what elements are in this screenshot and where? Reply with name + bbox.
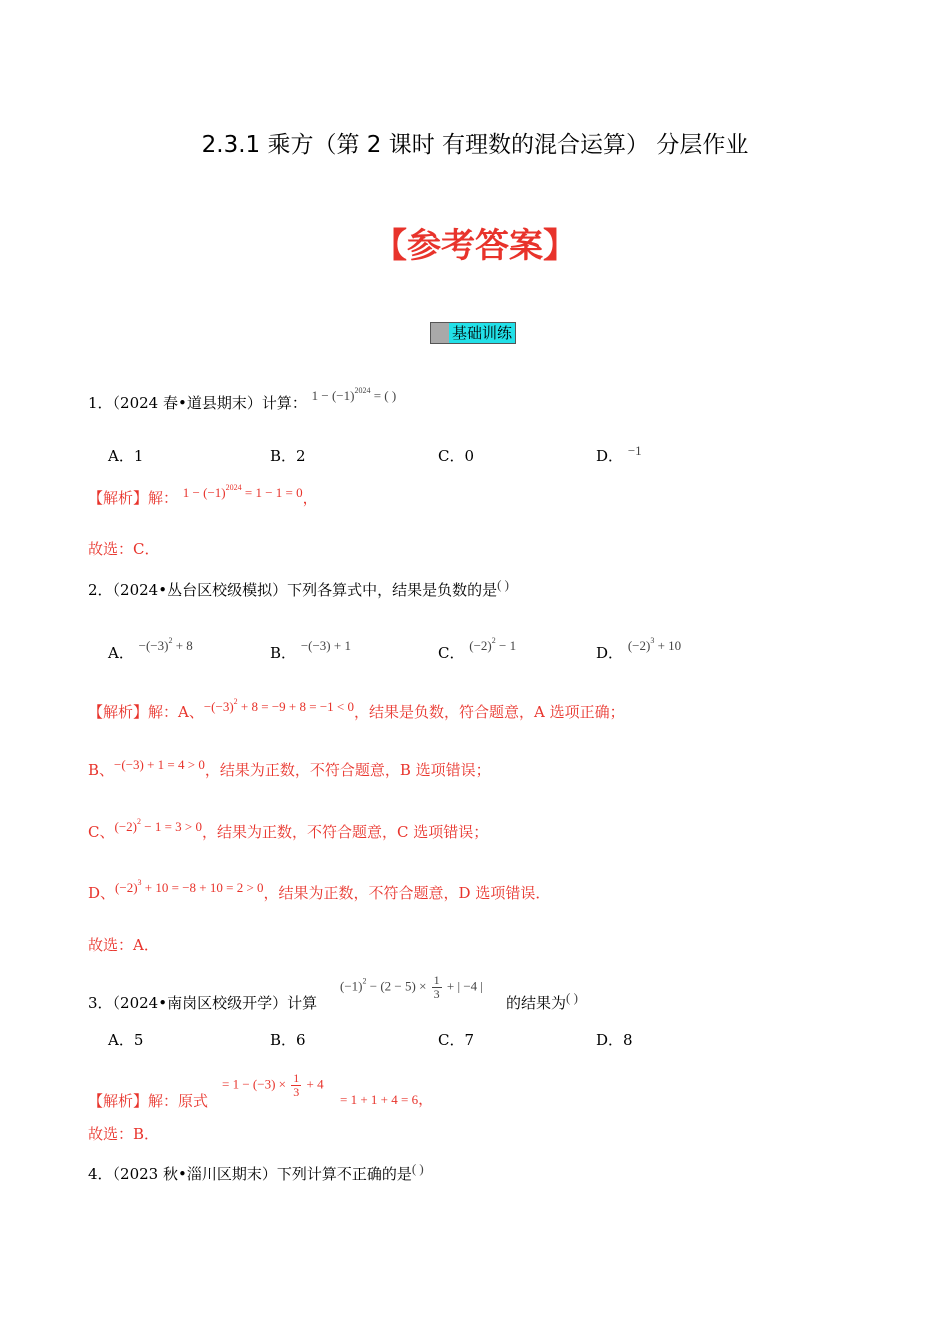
q3-analysis-end: ， xyxy=(418,1090,434,1108)
q3-option-d[interactable]: D．8 xyxy=(596,1031,633,1049)
q1-expr-tail: = ( ) xyxy=(370,388,397,403)
page-title: 2.3.1 乘方（第 2 课时 有理数的混合运算） 分层作业 xyxy=(201,132,749,158)
q1-analysis-expr xyxy=(183,485,303,500)
q3-step2-expr: = 1 + 1 + 4 = 6 xyxy=(340,1092,419,1107)
q2-stem xyxy=(88,579,509,600)
q2-a-base: −(−3) xyxy=(138,638,169,653)
q1-option-b[interactable]: B．2 xyxy=(270,447,306,465)
q2-analysis-a xyxy=(88,697,625,722)
q3-analysis-label: 【解析】解：原式 xyxy=(88,1092,209,1110)
q3-frac-num: 1 xyxy=(433,973,440,987)
q2-analysis-c-expr xyxy=(114,819,202,834)
q3-step1-pre: = 1 − (−3) × xyxy=(222,1076,290,1092)
q2-d-tail: + 10 xyxy=(654,638,682,653)
q1-analysis-exp: 2024 xyxy=(225,483,242,492)
q2-analysis-c-text: ，结果为正数，不符合题意，C 选项错误； xyxy=(201,823,489,841)
q2-stem-text: 2．（2024•丛台区校级模拟）下列各算式中，结果是负数的是 xyxy=(88,581,498,599)
q1-analysis-tail: = 1 − 1 = 0 xyxy=(241,485,303,500)
q2-an-d-exp: 3 xyxy=(137,878,142,887)
section-label: 基础训练 xyxy=(449,323,515,343)
q3-step1-den: 3 xyxy=(293,1085,300,1099)
q2-an-d-base: (−2) xyxy=(115,880,138,895)
q2-an-c-tail: − 1 = 3 > 0 xyxy=(140,819,202,834)
q2-paren: ( ) xyxy=(497,577,509,592)
q3-option-c[interactable]: C．7 xyxy=(438,1031,475,1049)
q3-expr-base: (−1) xyxy=(340,978,363,994)
q1-option-d-label: D． xyxy=(596,447,624,465)
q2-analysis-b-text: ，结果为正数，不符合题意，B 选项错误； xyxy=(204,761,491,779)
q4-paren: ( ) xyxy=(411,1161,424,1176)
q1-analysis-label: 【解析】解： xyxy=(88,489,179,507)
q2-analysis-a-text: ，结果是负数，符合题意，A 选项正确； xyxy=(354,703,625,721)
q1-expression xyxy=(312,388,397,403)
q3-stem-end-text: 的结果为 xyxy=(506,994,567,1012)
q3-step1-num: 1 xyxy=(293,1071,300,1085)
q2-a-exp: 2 xyxy=(168,636,173,645)
q2-option-a-expr xyxy=(139,638,193,653)
q1-expr-exp: 2024 xyxy=(354,386,371,395)
q3-stem xyxy=(88,992,317,1013)
q2-option-b[interactable] xyxy=(270,638,351,663)
q2-option-d[interactable] xyxy=(596,636,682,663)
q3-expr-tail: + | −4 | xyxy=(443,978,484,994)
q1-analysis xyxy=(88,483,318,508)
q2-an-d-tail: + 10 = −8 + 10 = 2 > 0 xyxy=(141,880,264,895)
q3-stem-text: 3．（2024•南岗区校级开学）计算 xyxy=(88,994,318,1012)
q2-analysis-d-label: D、 xyxy=(88,884,116,902)
q2-option-c-expr xyxy=(469,638,516,653)
q2-analysis-d-text: ，结果为正数，不符合题意，D 选项错误． xyxy=(263,884,551,902)
section-badge xyxy=(430,322,516,344)
q2-c-base: (−2) xyxy=(469,638,492,653)
q3-analysis-step2 xyxy=(340,1088,433,1109)
q1-choice: 故选：C． xyxy=(88,540,160,558)
q4-stem-text: 4．（2023 秋•淄川区期末）下列计算不正确的是 xyxy=(88,1165,412,1183)
q2-an-c-exp: 2 xyxy=(136,817,141,826)
q3-expression xyxy=(340,974,483,1001)
q3-analysis-step1 xyxy=(222,1072,324,1099)
q3-step1-tail: + 4 xyxy=(303,1076,324,1092)
q1-stem xyxy=(88,386,397,413)
q2-d-exp: 3 xyxy=(650,636,655,645)
q2-analysis-d-expr xyxy=(115,880,264,895)
q3-expr-exp: 2 xyxy=(362,976,367,986)
q1-analysis-end: ， xyxy=(302,489,318,507)
q1-option-a[interactable]: A．1 xyxy=(108,447,144,465)
q1-expr-base: 1 − (−1) xyxy=(311,388,355,403)
q2-option-a-label: A． xyxy=(108,644,134,662)
answer-heading: 【参考答案】 xyxy=(373,226,577,266)
q2-option-c-label: C． xyxy=(438,644,465,662)
q2-an-a-tail: + 8 = −9 + 8 = −1 < 0 xyxy=(237,699,354,714)
q2-option-d-expr xyxy=(628,638,681,653)
q3-expr-mid: − (2 − 5) × xyxy=(366,978,430,994)
q2-an-a-exp: 2 xyxy=(233,697,238,706)
q1-option-c[interactable]: C．0 xyxy=(438,447,475,465)
q2-analysis-a-expr xyxy=(204,699,354,714)
q1-stem-text: 1．（2024 春•道县期末）计算： xyxy=(88,394,307,412)
q3-option-a[interactable]: A．5 xyxy=(108,1031,144,1049)
q2-choice: 故选：A． xyxy=(88,936,159,954)
q4-stem xyxy=(88,1163,424,1184)
q3-option-b[interactable]: B．6 xyxy=(270,1031,306,1049)
q3-step1-fraction xyxy=(291,1072,301,1099)
q2-a-tail: + 8 xyxy=(172,638,193,653)
q2-analysis-d xyxy=(88,878,551,903)
q2-d-base: (−2) xyxy=(627,638,651,653)
q1-analysis-base: 1 − (−1) xyxy=(182,485,226,500)
q2-analysis-b xyxy=(88,759,491,780)
q2-analysis-b-expr: −(−3) + 1 = 4 > 0 xyxy=(114,757,205,772)
q2-analysis-a-label: 【解析】解：A、 xyxy=(88,703,204,721)
q2-an-a-base: −(−3) xyxy=(203,699,234,714)
q2-c-exp: 2 xyxy=(491,636,496,645)
q2-option-b-expr: −(−3) + 1 xyxy=(300,638,351,653)
q2-analysis-b-label: B、 xyxy=(88,761,115,779)
q2-analysis-c-label: C、 xyxy=(88,823,115,841)
q2-option-d-label: D． xyxy=(596,644,624,662)
q2-c-tail: − 1 xyxy=(495,638,517,653)
q3-frac-den: 3 xyxy=(433,987,440,1001)
q2-an-c-base: (−2) xyxy=(114,819,137,834)
q2-option-c[interactable] xyxy=(438,636,517,663)
section-badge-marker xyxy=(431,323,449,343)
q2-option-b-label: B． xyxy=(270,644,297,662)
q2-option-a[interactable] xyxy=(108,636,193,663)
q2-analysis-c xyxy=(88,817,489,842)
q3-stem-end xyxy=(506,992,578,1013)
q3-fraction xyxy=(432,974,442,1001)
q1-option-d-value: −1 xyxy=(627,443,642,458)
q1-option-d[interactable] xyxy=(596,445,642,466)
q3-paren: ( ) xyxy=(566,990,578,1005)
q3-choice: 故选：B． xyxy=(88,1125,160,1143)
